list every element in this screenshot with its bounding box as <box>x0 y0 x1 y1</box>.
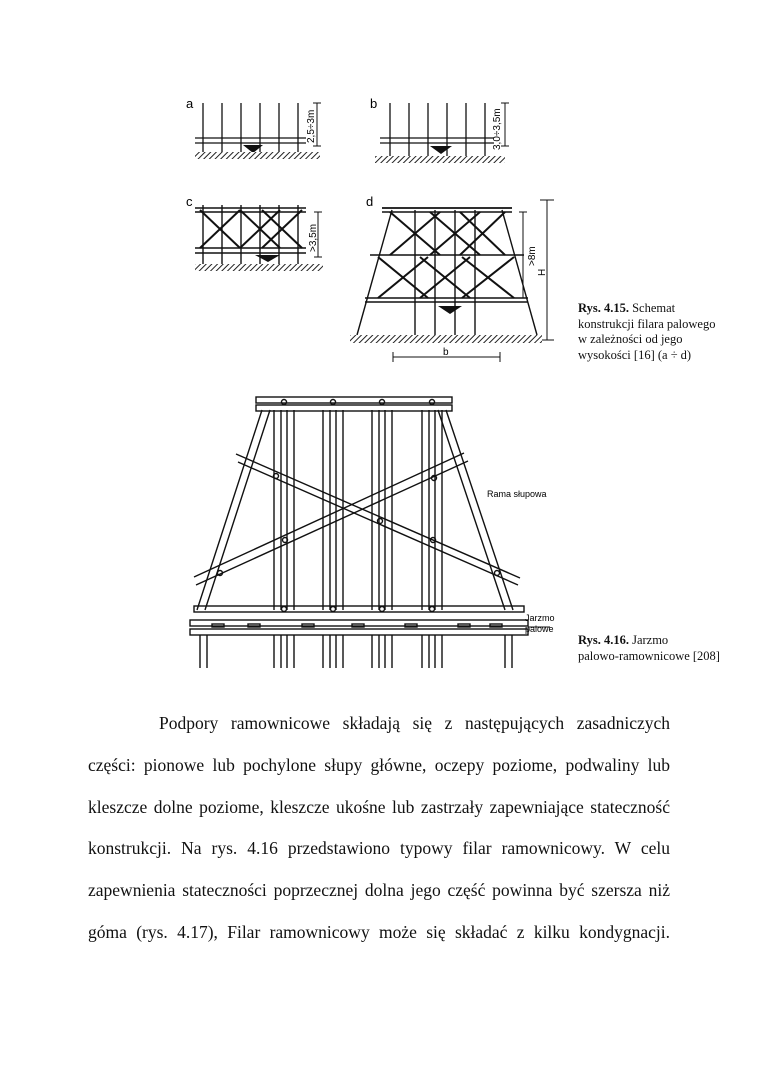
panel-b <box>370 96 509 163</box>
panel-d <box>350 194 554 362</box>
label-jarzmo: Jarzmo <box>525 613 555 623</box>
dimension-d-b: b <box>443 347 449 358</box>
dimension-d-height: >8m <box>527 246 538 266</box>
panel-b-label: b <box>370 96 378 111</box>
ground-hatch <box>375 156 505 163</box>
figure-4-16-caption <box>578 633 748 664</box>
panel-c <box>186 194 323 271</box>
paragraph-line: kleszcze dolne poziome, kleszcze ukośne lub zastrzały zapewniające stateczność <box>88 796 670 817</box>
panel-c-label: c <box>186 194 193 209</box>
paragraph-line: góma (rys. 4.17), Filar ramownicowy może się składać z kilku kondygnacji. <box>88 921 670 942</box>
water-level-marker <box>430 146 452 154</box>
panel-a <box>186 96 321 159</box>
dimension-c: >3,5m <box>308 223 319 252</box>
panel-d-label: d <box>366 194 374 209</box>
water-level-marker <box>438 306 462 314</box>
caption-label: Rys. 4.15. <box>578 301 629 315</box>
paragraph-line: części: pionowe lub pochylone słupy główne, oczepy poziome, podwaliny lub <box>88 754 670 775</box>
dimension-a: 2,5÷3m <box>306 109 317 143</box>
caption-line: palowo-ramownicowe [208] <box>578 648 720 663</box>
panel-a-label: a <box>186 96 194 111</box>
ground-hatch <box>195 152 320 159</box>
paragraph-line: Podpory ramownicowe składają się z następujących zasadniczych <box>159 713 670 733</box>
ground-hatch <box>195 264 323 271</box>
ground-hatch <box>350 335 542 343</box>
label-palowe: palowe <box>525 624 554 634</box>
caption-line: Jarzmo <box>632 633 669 647</box>
caption-line: Schemat <box>632 301 676 315</box>
caption-line: w zależności od jego <box>578 332 683 346</box>
dimension-b: 3,0÷3,5m <box>492 108 503 150</box>
caption-line: konstrukcji filara palowego <box>578 316 716 331</box>
dimension-d-h: H <box>537 268 548 276</box>
body-paragraph <box>88 706 670 957</box>
caption-line: wysokości [16] (a ÷ d) <box>578 347 692 362</box>
caption-label: Rys. 4.16. <box>578 633 629 647</box>
paragraph-line: zapewnienia stateczności poprzecznej dolna jego część powinna być szersza niż <box>88 880 670 901</box>
label-rama-slupowa: Rama słupowa <box>487 489 547 499</box>
paragraph-line: konstrukcji. Na rys. 4.16 przedstawiono typowy filar ramownicowy. W celu <box>88 838 670 859</box>
water-level-marker <box>255 255 280 262</box>
figure-4-15-caption <box>578 301 738 363</box>
